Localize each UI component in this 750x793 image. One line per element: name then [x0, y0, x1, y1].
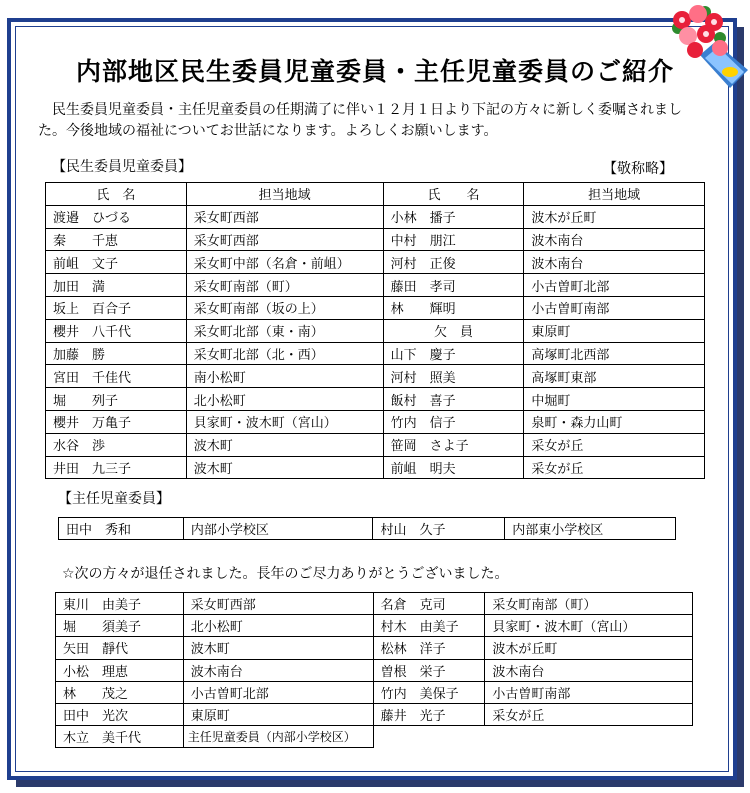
page-title: 内部地区民生委員児童委員・主任児童委員のご紹介	[75, 57, 674, 86]
member-name: 笹岡 さよ子	[383, 433, 524, 456]
section-label-minsei: 【民生委員児童委員】	[52, 159, 192, 175]
retired-name: 矢田 靜代	[56, 637, 184, 659]
shunin-table	[58, 517, 676, 540]
column-header: 担当地域	[524, 183, 705, 206]
retired-area: 小古曽町南部	[485, 681, 693, 703]
member-area: 南小松町	[186, 365, 383, 388]
member-name: 櫻井 万亀子	[46, 410, 187, 433]
table-row	[56, 681, 693, 703]
member-area: 波木が丘町	[524, 205, 705, 228]
retired-name: 東川 由美子	[56, 593, 184, 615]
member-area: 小古曽町南部	[524, 296, 705, 319]
member-area: 中堀町	[524, 388, 705, 411]
retired-area: 波木南台	[485, 659, 693, 681]
table-row	[46, 365, 705, 388]
member-area: 采女町中部（名倉・前岨）	[186, 251, 383, 274]
member-name-vacant: 欠 員	[383, 319, 524, 342]
retired-area: 波木町	[183, 637, 373, 659]
member-area: 采女町北部（北・西）	[186, 342, 383, 365]
table-row	[56, 703, 693, 725]
retired-name: 松林 洋子	[373, 637, 485, 659]
empty-cell	[373, 726, 485, 748]
table-row	[56, 615, 693, 637]
member-area: 東原町	[524, 319, 705, 342]
retired-area: 采女町南部（町）	[485, 593, 693, 615]
member-name: 飯村 喜子	[383, 388, 524, 411]
member-area: 采女が丘	[524, 433, 705, 456]
retired-area: 北小松町	[183, 615, 373, 637]
table-row	[46, 274, 705, 297]
table-row	[46, 410, 705, 433]
column-header: 氏 名	[383, 183, 524, 206]
table-row	[46, 433, 705, 456]
honorific-label: 【敬称略】	[603, 161, 673, 177]
member-name: 櫻井 八千代	[46, 319, 187, 342]
member-name: 前岨 明夫	[383, 456, 524, 479]
retired-name: 堀 須美子	[56, 615, 184, 637]
member-area: 高塚町東部	[524, 365, 705, 388]
member-name: 加藤 勝	[46, 342, 187, 365]
retired-area: 采女が丘	[485, 703, 693, 725]
member-name: 河村 正俊	[383, 251, 524, 274]
empty-cell	[485, 726, 693, 748]
member-name: 渡邉 ひづる	[46, 205, 187, 228]
retired-area: 東原町	[183, 703, 373, 725]
retired-area: 采女町西部	[183, 593, 373, 615]
member-area: 高塚町北西部	[524, 342, 705, 365]
member-area: 波木南台	[524, 251, 705, 274]
table-row	[46, 228, 705, 251]
minsei-table	[45, 182, 705, 479]
member-area: 采女町北部（東・南）	[186, 319, 383, 342]
table-row	[56, 659, 693, 681]
table-row	[46, 251, 705, 274]
member-name: 小林 播子	[383, 205, 524, 228]
member-area: 小古曽町北部	[524, 274, 705, 297]
retired-name: 田中 光次	[56, 703, 184, 725]
member-area: 北小松町	[186, 388, 383, 411]
table-row	[46, 319, 705, 342]
table-row	[56, 726, 693, 748]
member-name: 井田 九三子	[46, 456, 187, 479]
member-area: 采女町西部	[186, 205, 383, 228]
table-row	[46, 342, 705, 365]
member-area: 貝家町・波木町（宮山）	[186, 410, 383, 433]
table-row	[46, 205, 705, 228]
retired-name: 木立 美千代	[56, 726, 184, 748]
member-area: 泉町・森力山町	[524, 410, 705, 433]
retired-name: 竹内 美保子	[373, 681, 485, 703]
retired-name: 小松 理恵	[56, 659, 184, 681]
retired-name: 藤井 光子	[373, 703, 485, 725]
retire-note: ☆次の方々が退任されました。長年のご尽力ありがとうございました。	[62, 566, 509, 582]
member-name: 竹内 信子	[383, 410, 524, 433]
member-name: 宮田 千佳代	[46, 365, 187, 388]
member-name: 前岨 文子	[46, 251, 187, 274]
member-name: 秦 千恵	[46, 228, 187, 251]
retired-name: 林 茂之	[56, 681, 184, 703]
retired-table	[55, 592, 693, 748]
table-header-row	[46, 183, 705, 206]
retired-area: 貝家町・波木町（宮山）	[485, 615, 693, 637]
retired-name: 村木 由美子	[373, 615, 485, 637]
retired-area: 波木が丘町	[485, 637, 693, 659]
member-name: 加田 満	[46, 274, 187, 297]
section-label-shunin: 【主任児童委員】	[58, 491, 170, 507]
member-name: 山下 慶子	[383, 342, 524, 365]
retired-area: 主任児童委員（内部小学校区）	[183, 726, 373, 748]
column-header: 氏 名	[46, 183, 187, 206]
member-name: 田中 秀和	[59, 518, 184, 540]
table-row	[59, 518, 676, 540]
member-area: 内部小学校区	[183, 518, 373, 540]
member-name: 坂上 百合子	[46, 296, 187, 319]
member-name: 藤田 孝司	[383, 274, 524, 297]
member-area: 内部東小学校区	[505, 518, 676, 540]
member-name: 堀 列子	[46, 388, 187, 411]
member-name: 村山 久子	[373, 518, 505, 540]
member-name: 河村 照美	[383, 365, 524, 388]
member-name: 中村 朋江	[383, 228, 524, 251]
member-area: 采女が丘	[524, 456, 705, 479]
table-row	[46, 388, 705, 411]
column-header: 担当地域	[186, 183, 383, 206]
retired-area: 小古曽町北部	[183, 681, 373, 703]
member-area: 波木町	[186, 433, 383, 456]
table-row	[46, 456, 705, 479]
member-name: 水谷 渉	[46, 433, 187, 456]
retired-name: 曽根 栄子	[373, 659, 485, 681]
table-row	[56, 593, 693, 615]
member-area: 采女町南部（坂の上）	[186, 296, 383, 319]
table-row	[46, 296, 705, 319]
member-area: 采女町南部（町）	[186, 274, 383, 297]
member-name: 林 輝明	[383, 296, 524, 319]
retired-area: 波木南台	[183, 659, 373, 681]
member-area: 波木南台	[524, 228, 705, 251]
member-area: 波木町	[186, 456, 383, 479]
member-area: 采女町西部	[186, 228, 383, 251]
retired-name: 名倉 克司	[373, 593, 485, 615]
intro-paragraph: 民生委員児童委員・主任児童委員の任期満了に伴い１２月１日より下記の方々に新しく委嘱されました。今後地域の福祉についてお世話になります。よろしくお願いします。	[38, 102, 682, 139]
table-row	[56, 637, 693, 659]
